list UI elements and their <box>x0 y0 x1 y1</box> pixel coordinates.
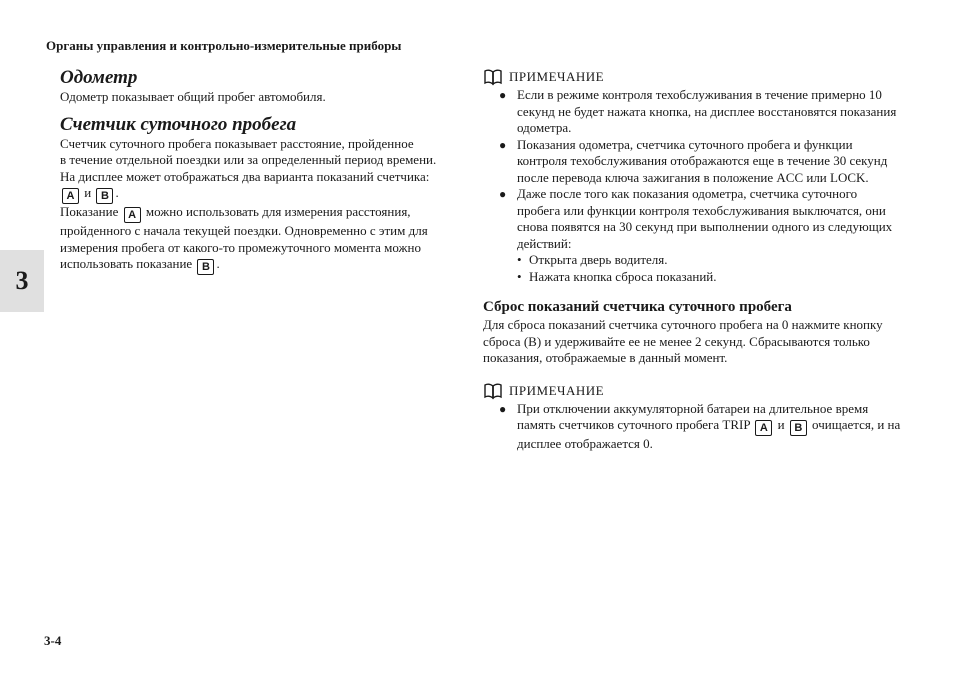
note-text-fragment: очищается, и на дисплее отображается 0. <box>517 417 901 451</box>
display-b-key-icon: B <box>790 420 807 436</box>
note-label: ПРИМЕЧАНИЕ <box>509 69 605 84</box>
odometer-text: Одометр показывает общий пробег автомобиля. <box>60 89 326 104</box>
note-text-fragment: и <box>777 417 785 432</box>
odometer-title: Одометр <box>60 67 138 88</box>
reset-text: Для сброса показаний счетчика суточного пробега на 0 нажмите кнопку сброса (B) и удерживайте ее не менее 2 секунд. Сбрасываются только показания, отображаемые в данный момент. <box>483 317 883 365</box>
right-column <box>483 67 903 453</box>
trip-text-line <box>60 256 455 275</box>
trip-text-line: в течение отдельной поездки или за определенный период времени. <box>60 152 437 167</box>
bullet-icon <box>483 186 517 252</box>
note-item: ● Показания одометра, счетчика суточного пробега и функции контроля техобслуживания отображаются еще в течение 30 секунд после перевода ключа зажигания в положение ACC или LOCK. <box>483 137 903 187</box>
note-label: ПРИМЕЧАНИЕ <box>509 382 605 398</box>
reset-section-title: Сброс показаний счетчика суточного пробега <box>483 299 792 315</box>
trip-text-line: пройденного с начала текущей поездки. Одновременно с этим для <box>60 223 428 238</box>
sub-list-item: • Нажата кнопка сброса показаний. <box>517 268 717 284</box>
period: . <box>216 256 220 271</box>
left-column <box>60 67 455 275</box>
trip-text-fragment: можно использовать для измерения расстояния, <box>145 204 411 219</box>
note-icon <box>483 68 503 86</box>
trip-meter-title: Счетчик суточного пробега <box>60 113 297 135</box>
period: . <box>115 185 119 200</box>
page-number: 3-4 <box>44 633 62 648</box>
note-item <box>483 401 903 453</box>
bullet-icon <box>483 401 517 453</box>
and-word: и <box>84 185 92 200</box>
bullet-icon <box>483 137 517 187</box>
trip-text-line: Счетчик суточного пробега показывает расстояние, пройденное <box>60 135 414 151</box>
chapter-tab: 3 <box>0 250 44 312</box>
bullet-icon <box>483 87 517 137</box>
note-item: ● Даже после того как показания одометра, счетчика суточного пробега или функции контроля техобслуживания выключатся, они снова появятся на 30 секунд при выполнении одного из следующих действий: <box>483 186 903 252</box>
trip-text-line <box>60 204 455 223</box>
trip-text-fragment: Показание <box>60 204 119 219</box>
sub-list-item: • Открыта дверь водителя. <box>517 252 668 267</box>
display-a-key-icon: A <box>755 420 772 436</box>
display-a-key-icon: A <box>124 207 141 223</box>
note-heading <box>483 67 903 87</box>
note-heading <box>483 381 903 401</box>
trip-display-options <box>60 185 455 204</box>
trip-text-line: На дисплее может отображаться два варианта показаний счетчика: <box>60 168 430 184</box>
display-a-key-icon: A <box>62 188 79 204</box>
trip-text-fragment: использовать показание <box>60 256 193 271</box>
display-b-key-icon: B <box>197 259 214 275</box>
note-icon <box>483 382 503 400</box>
running-header: Органы управления и контрольно-измерительные приборы <box>46 38 402 53</box>
display-b-key-icon: B <box>96 188 113 204</box>
note-item: ● Если в режиме контроля техобслуживания в течение примерно 10 секунд не будет нажата кнопка, на дисплее восстановятся показания одометра. <box>483 87 903 137</box>
note-text-fragment: При отключении аккумуляторной батареи на длительное время память счетчиков суточного пробега TRIP <box>517 400 869 432</box>
trip-text-line: измерения пробега от какого-то промежуточного момента можно <box>60 239 421 255</box>
